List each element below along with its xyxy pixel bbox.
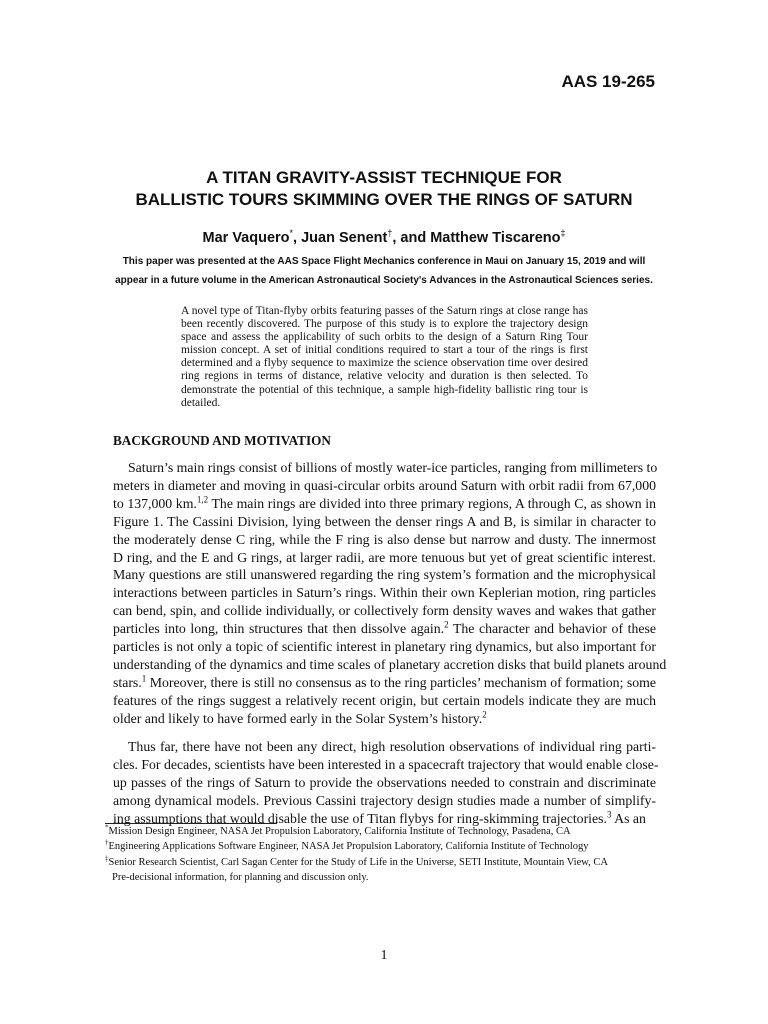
paragraph-line: ing assumptions that would disable the use of Titan flybys for ring-skimming trajectories.$^3$ As an (113, 809, 646, 826)
footnote (105, 824, 608, 839)
citation-ref: 1,2 (196, 494, 209, 505)
paragraph-line: particles into long, thin structures that then dissolve again.$^2$ The character and behavior of these (113, 619, 656, 637)
footnote-note (105, 870, 608, 885)
paragraph-line: particles is not only a topic of scientific interest in planetary ring dynamics, but also important for (113, 639, 656, 655)
author-affiliation-mark: † (387, 228, 393, 239)
paragraph-line: D ring, and the E and G rings, at larger radii, are more tenuous but yet of great scientific interest. (113, 549, 656, 565)
paper-id: AAS 19-265 (561, 72, 655, 91)
footnote-mark: ‡ (105, 854, 109, 863)
footnote-text: Senior Research Scientist, Carl Sagan Center for the Study of Life in the Universe, SETI Institute, Mountain View, CA (108, 856, 608, 868)
title-line-1: A TITAN GRAVITY-ASSIST TECHNIQUE FOR (206, 168, 562, 187)
paragraph-line: Thus far, there have not been any direct, high resolution observations of individual ring parti- (128, 739, 656, 754)
author-name: Mar Vaquero (202, 230, 290, 246)
paragraph-line: interactions between particles in Saturn’s rings. Within their own Keplerian motion, ring particles (113, 585, 656, 601)
author-separator: , (293, 230, 302, 246)
paragraph-line: Saturn’s main rings consist of billions of mostly water-ice particles, ranging from millimeters to (128, 460, 658, 475)
author-separator: , (392, 230, 401, 246)
section-heading: BACKGROUND AND MOTIVATION (113, 433, 331, 448)
paragraph-line: to 137,000 km.$^{1,2}$ The main rings are divided into three primary regions, A through C, as shown in (113, 494, 656, 511)
footnote-mark: * (105, 823, 109, 832)
footnote-text: Engineering Applications Software Engineer, NASA Jet Propulsion Laboratory, California Institute of Technology (108, 841, 589, 853)
footnote-mark: † (105, 838, 109, 847)
page-number: 1 (380, 948, 388, 963)
author-affiliation-mark: * (289, 228, 294, 239)
presentation-note-line: This paper was presented at the AAS Space Flight Mechanics conference in Maui on January 15, 2019 and will (122, 256, 646, 267)
footnote-text: Pre-decisional information, for planning and discussion only. (112, 872, 369, 884)
paragraph-line: stars.$^1$ Moreover, there is still no consensus as to the ring particles’ mechanism of formation; some (113, 673, 656, 690)
footnote (105, 839, 608, 854)
paragraph-line: the moderately dense C ring, while the F ring is also dense but narrow and dusty. The innermost (113, 531, 656, 547)
presentation-note (0, 252, 768, 290)
paragraph-line: up passes of the rings of Saturn to provide the observations needed to constrain and discriminate (113, 774, 656, 790)
abstract: A novel type of Titan-flyby orbits featuring passes of the Saturn rings at close range has been recently discovered. The purpose of this study is to explore the trajectory design space and assess the applicability of such orbits to the design of a Saturn Ring Tour mission concept. A set of initial conditions required to start a tour of the rings is first determined and a flyby sequence to maximize the science observation time over desired ring regions in terms of distance, relative velocity and duration is then selected. To demonstrate the potential of this technique, a sample high-fidelity ballistic ring tour is detailed. (181, 305, 588, 409)
citation-ref: 3 (606, 809, 612, 820)
title-line-2: BALLISTIC TOURS SKIMMING OVER THE RINGS OF SATURN (135, 190, 633, 209)
paragraph-line: features of the rings suggest a relatively recent origin, but certain models indicate they are much (113, 692, 656, 708)
body-paragraph (113, 738, 659, 828)
footnotes (105, 824, 608, 886)
paragraph-line: Figure 1. The Cassini Division, lying between the denser rings A and B, is similar in character to (113, 513, 656, 529)
author-affiliation-mark: ‡ (560, 228, 566, 239)
paragraph-line: older and likely to have formed early in the Solar System’s history.$^2$ (113, 709, 487, 726)
paragraph-line: understanding of the dynamics and time scales of planetary accretion disks that build planets around (113, 656, 667, 672)
author-name: and Matthew Tiscareno (400, 230, 561, 246)
body-paragraph (113, 459, 667, 728)
paper-title (0, 167, 768, 211)
paragraph-line: among dynamical models. Previous Cassini trajectory design studies made a number of simplify- (113, 792, 656, 808)
citation-ref: 1 (141, 673, 147, 684)
citation-ref: 2 (444, 619, 449, 630)
paragraph-line: Many questions are still unanswered regarding the ring system’s formation and the microphysical (113, 567, 656, 583)
citation-ref: 2 (482, 709, 487, 720)
paragraph-line: meters in diameter and moving in quasi-circular orbits around Saturn with orbit radii from 67,000 (113, 477, 656, 493)
footnote (105, 855, 608, 870)
footnote-text: Mission Design Engineer, NASA Jet Propulsion Laboratory, California Institute of Technology, Pasadena, CA (108, 826, 571, 837)
author-name: Juan Senent (301, 230, 388, 246)
paragraph-line: cles. For decades, scientists have been interested in a spacecraft trajectory that would enable close- (113, 756, 659, 772)
author-list (0, 230, 768, 246)
presentation-note-line: appear in a future volume in the American Astronautical Society's Advances in the Astronautical Sciences series. (115, 275, 653, 286)
paragraph-line: can bend, spin, and collide individually, or collectively form density waves and wakes that gather (113, 603, 656, 619)
